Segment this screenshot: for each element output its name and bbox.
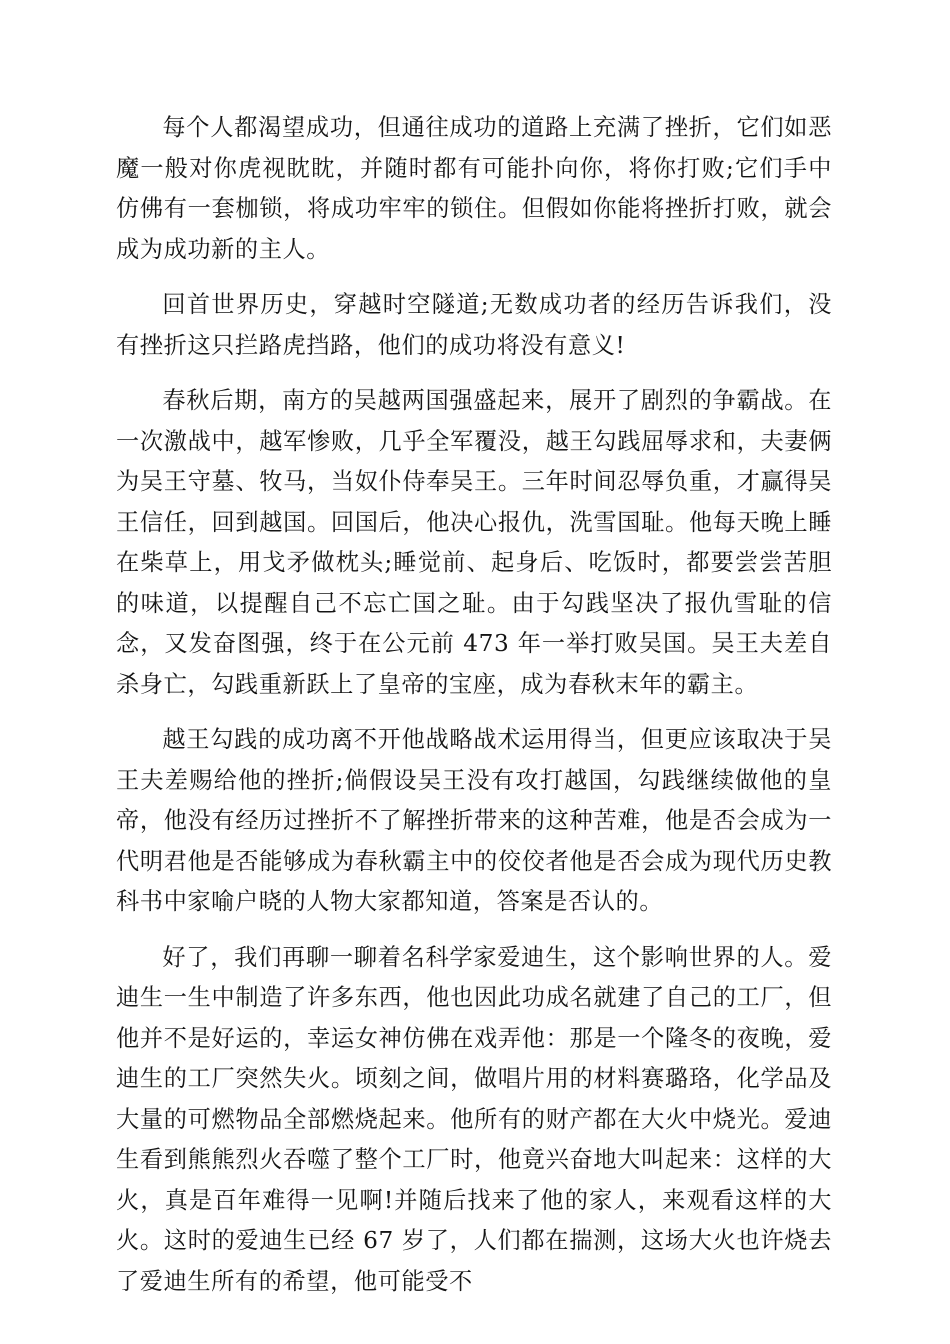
paragraph-1: 每个人都渴望成功，但通往成功的道路上充满了挫折，它们如恶魔一般对你虎视眈眈，并随时都有可能扑向你，将你打败;它们手中仿佛有一套枷锁，将成功牢牢的锁住。但假如你能将挫折打败，就会成为成功新的主人。 <box>116 114 832 263</box>
paragraph-2: 回首世界历史，穿越时空隧道;无数成功者的经历告诉我们，没有挫折这只拦路虎挡路，他们的成功将没有意义! <box>116 291 832 359</box>
document-body <box>116 108 832 1317</box>
paragraph-3: 春秋后期，南方的吴越两国强盛起来，展开了剧烈的争霸战。在一次激战中，越军惨败，几乎全军覆没，越王勾践屈辱求和，夫妻俩为吴王守墓、牧马，当奴仆侍奉吴王。三年时间忍辱负重，才赢得吴王信任，回到越国。回国后，他决心报仇，洗雪国耻。他每天晚上睡在柴草上，用戈矛做枕头;睡觉前、起身后、吃饭时，都要尝尝苦胆的味道，以提醒自己不忘亡国之耻。由于勾践坚决了报仇雪耻的信念，又发奋图强，终于在公元前 473 年一举打败吴国。吴王夫差自杀身亡，勾践重新跃上了皇帝的宝座，成为春秋末年的霸主。 <box>116 387 832 698</box>
paragraph-5: 好了，我们再聊一聊着名科学家爱迪生，这个影响世界的人。爱迪生一生中制造了许多东西，他也因此功成名就建了自己的工厂，但他并不是好运的，幸运女神仿佛在戏弄他：那是一个隆冬的夜晚，爱迪生的工厂突然失火。顷刻之间，做唱片用的材料赛璐珞，化学品及大量的可燃物品全部燃烧起来。他所有的财产都在大火中烧光。爱迪生看到熊熊烈火吞噬了整个工厂时，他竟兴奋地大叫起来：这样的大火，真是百年难得一见啊!并随后找来了他的家人，来观看这样的大火。这时的爱迪生已经 67 岁了，人们都在揣测，这场大火也许烧去了爱迪生所有的希望，他可能受不 <box>116 943 832 1295</box>
paragraph-4: 越王勾践的成功离不开他战略战术运用得当，但更应该取决于吴王夫差赐给他的挫折;倘假设吴王没有攻打越国，勾践继续做他的皇帝，他没有经历过挫折不了解挫折带来的这种苦难，他是否会成为一代明君他是否能够成为春秋霸主中的佼佼者他是否会成为现代历史教科书中家喻户晓的人物大家都知道，答案是否认的。 <box>116 726 832 915</box>
